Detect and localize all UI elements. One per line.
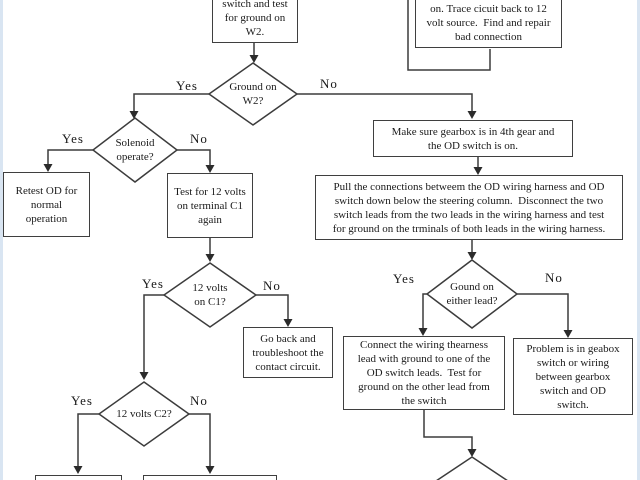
- text-line: W2.: [245, 26, 265, 38]
- no-label-volts-c1: No: [263, 278, 281, 293]
- text-line: ground on the other lead from: [358, 381, 490, 393]
- yes-label-solenoid: Yes: [62, 131, 84, 146]
- text-line: switch.: [557, 398, 589, 411]
- text-line: for ground on: [224, 12, 286, 24]
- text-line: Ground on: [229, 81, 277, 93]
- text-line: Solenoid: [115, 137, 155, 149]
- text-line: lead with ground to one of the: [357, 353, 491, 365]
- process-box-go-back: [243, 327, 333, 378]
- arrow-down-icon: [44, 164, 53, 172]
- yes-label-volts-c1: Yes: [142, 276, 164, 291]
- arrow-down-icon: [74, 466, 83, 474]
- connector-solenoid-yes: [48, 150, 93, 164]
- text-line: contact circuit.: [255, 360, 321, 373]
- arrow-down-icon: [474, 167, 483, 175]
- text-line: Gound on: [450, 281, 494, 293]
- no-label-ground-either: No: [545, 270, 563, 285]
- text-line: switch and test: [222, 0, 288, 10]
- process-box-pull-connections: [315, 175, 623, 240]
- text-line: on. Trace cicuit back to 12: [430, 3, 547, 15]
- connector-groundw2-yes: [134, 94, 209, 111]
- text-line: normal: [30, 198, 63, 211]
- arrow-down-icon: [468, 111, 477, 119]
- text-line: operation: [25, 212, 68, 225]
- process-box-gearbox-4th: [373, 120, 573, 157]
- connector-solenoid-no: [177, 150, 210, 165]
- no-label-ground-w2: No: [320, 76, 338, 91]
- yes-label-volts-c2: Yes: [71, 393, 93, 408]
- arrow-down-icon: [206, 165, 215, 173]
- text-line: 12 volts C2?: [116, 408, 172, 420]
- arrow-down-icon: [206, 466, 215, 474]
- text-line: W2?: [242, 95, 264, 107]
- connector-voltsc2-no: [189, 414, 210, 466]
- connector-either-no: [517, 294, 568, 330]
- text-line: troubleshoot the: [252, 346, 324, 359]
- connector-groundw2-no: [297, 94, 472, 111]
- text-line: switch or wiring: [536, 356, 610, 369]
- connector-voltsc2-yes: [78, 414, 99, 466]
- yes-label-ground-either: Yes: [393, 271, 415, 286]
- process-box-problem-gearbox: [513, 338, 633, 415]
- arrow-down-icon: [284, 319, 293, 327]
- text-line: Pull the connections betweem the OD wiring harness and OD: [333, 180, 605, 193]
- text-line: operate?: [116, 151, 154, 163]
- process-box-retest-od: [3, 172, 90, 237]
- text-line: Go back and: [260, 332, 316, 345]
- connector-voltsc1-no: [256, 295, 288, 319]
- process-box-prep-w2: [212, 0, 298, 43]
- text-line: switch leads from the two leads in the wiring harness and test: [333, 208, 605, 221]
- no-label-solenoid: No: [190, 131, 208, 146]
- decision-text-volts-c2: [99, 382, 189, 446]
- process-box-bottom-left-cut: [35, 475, 122, 480]
- text-line: Make sure gearbox is in 4th gear and: [391, 125, 555, 138]
- text-line: the OD switch is on.: [427, 139, 519, 152]
- process-box-test-c1: [167, 173, 253, 238]
- text-line: on terminal C1: [177, 199, 243, 212]
- text-line: 12 volts: [192, 282, 228, 294]
- connector-connect-to-bottom: [424, 410, 472, 449]
- text-line: for ground on the trminals of both leads in the wiring harness.: [332, 222, 606, 235]
- arrow-down-icon: [140, 372, 149, 380]
- connector-voltsc1-yes: [144, 295, 164, 372]
- text-line: OD switch leads. Test for: [366, 367, 482, 379]
- arrow-down-icon: [250, 55, 259, 63]
- text-line: bad connection: [455, 31, 522, 43]
- decision-text-solenoid: [93, 118, 177, 182]
- decision-text-ground-either: [427, 260, 517, 328]
- text-line: volt source. Find and repair: [426, 17, 551, 29]
- decision-diamond-bottom-cut: [427, 457, 517, 480]
- text-line: on C1?: [194, 296, 226, 308]
- text-line: again: [198, 213, 222, 226]
- arrow-down-icon: [564, 330, 573, 338]
- text-line: Retest OD for: [15, 184, 78, 197]
- text-line: Test for 12 volts: [174, 185, 246, 198]
- decision-text-volts-c1: [164, 263, 256, 327]
- arrow-down-icon: [468, 252, 477, 260]
- process-box-bottom-right-cut: [143, 475, 277, 480]
- arrow-down-icon: [206, 254, 215, 262]
- text-line: either lead?: [446, 295, 498, 307]
- text-line: switch and OD: [540, 384, 606, 397]
- decision-text-ground-w2: [209, 63, 297, 125]
- no-label-volts-c2: No: [190, 393, 208, 408]
- arrow-down-icon: [468, 449, 477, 457]
- text-line: switch down below the steering column. Disconnect the two: [334, 194, 604, 207]
- process-box-connect-harness: [343, 336, 505, 410]
- arrow-down-icon: [419, 328, 428, 336]
- text-line: Connect the wiring thearness: [360, 339, 488, 351]
- text-line: Problem is in geabox: [526, 342, 620, 355]
- yes-label-ground-w2: Yes: [176, 78, 198, 93]
- text-line: between gearbox: [535, 370, 611, 383]
- process-box-trace-circuit: [415, 0, 562, 48]
- text-line: the switch: [401, 395, 447, 407]
